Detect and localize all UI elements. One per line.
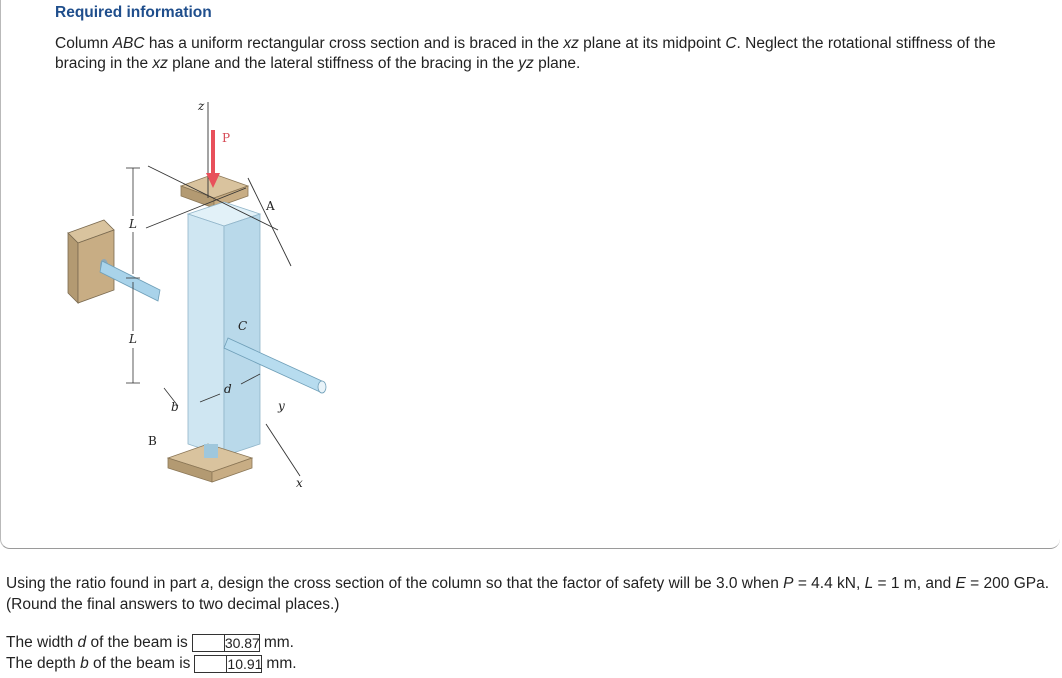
info-text-var: ABC <box>112 35 145 52</box>
column-figure <box>56 98 346 498</box>
info-text-part: plane at its midpoint <box>578 35 726 52</box>
info-text-part: plane and the lateral stiffness of the bracing in the <box>167 55 519 72</box>
info-text-var: yz <box>518 55 534 72</box>
column <box>188 202 260 456</box>
info-text-part: . Neglect the rotational stiffness of the bracing in the <box>55 35 996 72</box>
info-text-part: plane. <box>533 55 581 72</box>
question-part: Using the ratio found in part <box>6 575 201 592</box>
question-part: , design the cross section of the column so that the factor of safety will be 3.0 when <box>209 575 784 592</box>
info-text-var: xz <box>563 35 579 52</box>
info-text-part: has a uniform rectangular cross section and is braced in the <box>144 35 564 52</box>
answer-row-depth <box>6 654 297 674</box>
width-answer-field[interactable] <box>192 634 260 652</box>
y-axis-label: y <box>278 399 285 413</box>
answer-var: d <box>77 634 87 651</box>
depth-answer-field[interactable] <box>194 655 262 673</box>
question-part: = 1 m, and <box>873 575 956 592</box>
question-part: = 4.4 kN, <box>793 575 865 592</box>
answer-unit: mm. <box>266 655 297 672</box>
answer-label: The depth <box>6 655 81 672</box>
point-c-label: C <box>238 319 248 333</box>
answer-label: of the beam is <box>86 634 188 651</box>
point-a-label: A <box>266 199 275 213</box>
x-axis-label: x <box>296 476 303 490</box>
answer-var: b <box>80 655 89 672</box>
answer-row-width <box>6 633 294 653</box>
depth-b-label: b <box>171 400 179 414</box>
question-var: E <box>955 575 966 592</box>
width-answer-value[interactable]: 30.87 <box>224 635 260 651</box>
question-part: = 200 GPa. (Round the final answers to two decimal places.) <box>6 575 1050 613</box>
answer-label: The width <box>6 634 78 651</box>
answer-label: of the beam is <box>88 655 191 672</box>
answer-unit: mm. <box>263 634 294 651</box>
width-d-label: d <box>224 382 232 396</box>
load-label: P <box>222 131 231 145</box>
info-text-var: xz <box>152 55 168 72</box>
question-var: L <box>864 575 874 592</box>
question-var: a <box>200 575 210 592</box>
z-axis-label: z <box>198 99 205 113</box>
length-label-bottom: L <box>129 332 137 346</box>
point-b-label: B <box>148 434 157 448</box>
info-text-var: C <box>725 35 737 52</box>
info-title: Required information <box>55 4 212 21</box>
left-wall-support <box>68 220 114 303</box>
question-text <box>6 573 1056 615</box>
info-text-part: Column <box>55 35 113 52</box>
info-text <box>55 34 1045 74</box>
question-var: P <box>783 575 794 592</box>
length-label-top: L <box>129 217 137 231</box>
depth-answer-value[interactable]: 10.91 <box>227 656 263 672</box>
